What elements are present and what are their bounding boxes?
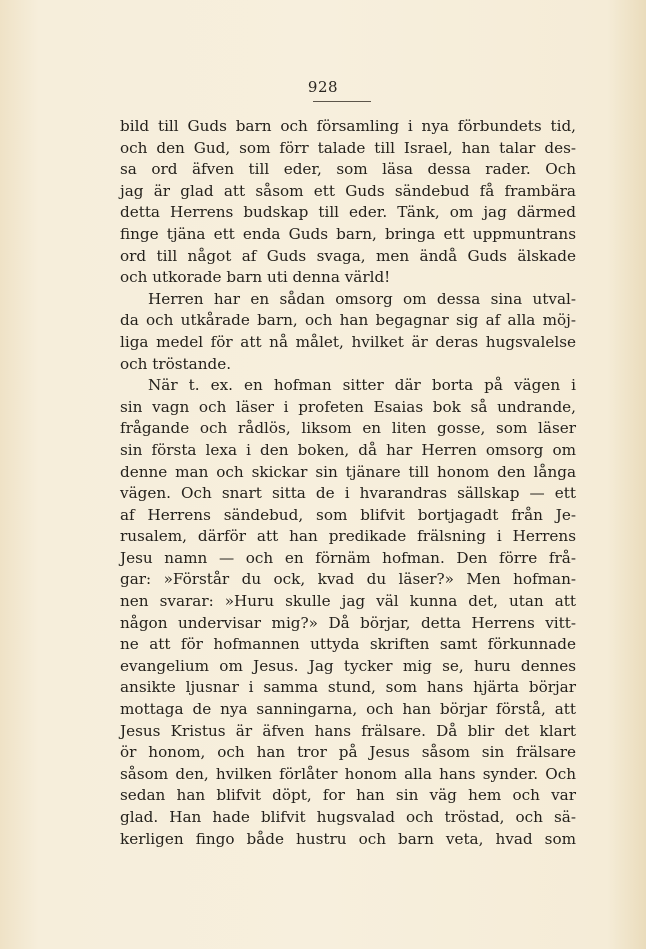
text-line: vägen. Och snart sitta de i hvarandras sällskap — ett	[120, 484, 576, 503]
text-line: Herren har en sådan omsorg om dessa sina utval-	[148, 289, 576, 308]
text-line: jag är glad att såsom ett Guds sändebud få frambära	[120, 181, 576, 200]
body-text	[120, 116, 576, 850]
text-line: Jesus Kristus är äfven hans frälsare. Då blir det klart	[120, 721, 576, 740]
text-line: ör honom, och han tror på Jesus såsom sin frälsare	[120, 743, 576, 762]
text-line: da och utkårade barn, och han begagnar sig af alla möj-	[120, 311, 576, 330]
text-line: nen svarar: »Huru skulle jag väl kunna det, utan att	[120, 592, 576, 611]
text-line: och tröstande.	[120, 354, 232, 373]
text-line: och utkorade barn uti denna värld!	[120, 268, 391, 287]
text-line: rusalem, därför att han predikade frälsning i Herrens	[120, 527, 576, 546]
text-line: denne man och skickar sin tjänare till honom den långa	[120, 462, 576, 481]
page-number: 928	[307, 78, 339, 96]
text-line: detta Herrens budskap till eder. Tänk, om jag därmed	[120, 203, 576, 222]
text-line: någon undervisar mig?» Då börjar, detta Herrens vitt-	[120, 613, 576, 632]
text-line: Jesu namn — och en förnäm hofman. Den förre frå-	[120, 548, 576, 567]
text-line: sa ord äfven till eder, som läsa dessa rader. Och	[120, 160, 576, 179]
text-line: såsom den, hvilken förlåter honom alla hans synder. Och	[120, 764, 576, 783]
text-line: sin första lexa i den boken, då har Herren omsorg om	[120, 440, 576, 459]
page-number-rule	[313, 101, 371, 102]
text-line: bild till Guds barn och församling i nya förbundets tid,	[120, 117, 576, 135]
text-line: evangelium om Jesus. Jag tycker mig se, huru dennes	[120, 656, 576, 675]
text-line: glad. Han hade blifvit hugsvalad och tröstad, och sä-	[120, 808, 576, 826]
text-line: ne att för hofmannen uttyda skriften samt förkunnade	[120, 635, 576, 654]
text-line: mottaga de nya sanningarna, och han börjar förstå, att	[120, 700, 576, 719]
text-line: sin vagn och läser i profeten Esaias bok så undrande,	[120, 397, 576, 416]
text-line: finge tjäna ett enda Guds barn, bringa ett uppmuntrans	[120, 224, 576, 243]
text-line: gar: »Förstår du ock, kvad du läser?» Men hofman-	[120, 570, 576, 589]
text-line: liga medel för att nå målet, hvilket är deras hugsvalelse	[120, 332, 576, 351]
text-line: och den Gud, som förr talade till Israel, han talar des-	[120, 138, 576, 157]
text-line: sedan han blifvit döpt, for han sin väg hem och var	[120, 786, 576, 805]
text-line: ord till något af Guds svaga, men ändå Guds älskade	[120, 246, 576, 265]
text-line: kerligen fingo både hustru och barn veta, hvad som	[120, 829, 576, 848]
text-line: ansikte ljusnar i samma stund, som hans hjärta börjar	[120, 678, 576, 697]
text-line: af Herrens sändebud, som blifvit bortjagadt från Je-	[120, 505, 576, 524]
text-line: frågande och rådlös, liksom en liten gosse, som läser	[120, 419, 576, 438]
text-line: När t. ex. en hofman sitter där borta på vägen i	[148, 376, 576, 395]
